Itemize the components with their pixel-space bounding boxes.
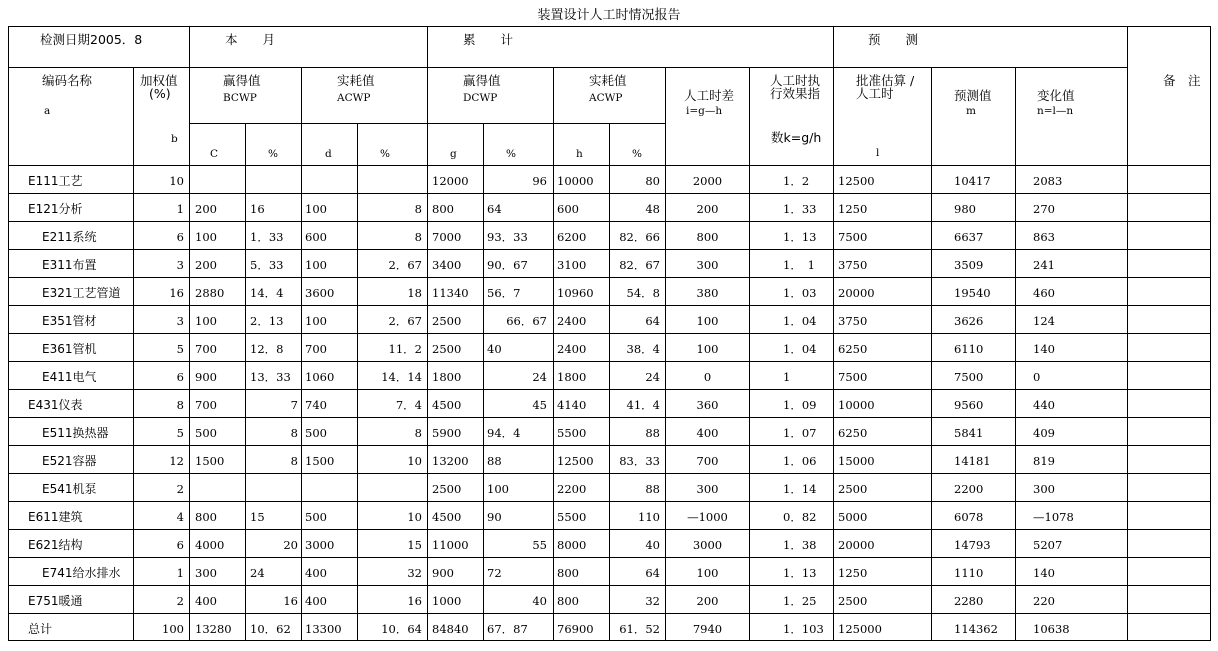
cell-hp: 110 [638,510,660,524]
cell-d: 100 [305,258,327,272]
cell-n: 5207 [1033,538,1063,552]
cell-hp: 64 [645,314,660,328]
cell-dp: 18 [407,286,422,300]
cell-l: 5000 [838,510,868,524]
cell-gp: 45 [532,398,547,412]
row-name: E211系统 [42,230,97,244]
cell-b: 10 [169,174,184,188]
cell-cp: 1．33 [250,230,284,244]
row-name: E741给水排水 [42,566,121,580]
cell-gp: 93．33 [487,230,528,244]
cell-dp: 10 [407,510,422,524]
cell-m: 6078 [954,510,984,524]
cell-d: 3000 [305,538,335,552]
cell-h: 4140 [557,398,587,412]
cell-d: 400 [305,594,327,608]
cell-hp: 80 [645,174,660,188]
labor-diff-header: 人工时差 [684,88,735,103]
cell-n: 140 [1033,342,1055,356]
cell-hp: 38．4 [626,342,660,356]
code-name-header: 编码名称 [42,73,93,88]
weight-header: 加权值 [140,73,178,88]
cell-m: 6110 [954,342,984,356]
cell-m: 19540 [954,286,991,300]
cell-dp: 7．4 [395,398,422,412]
cell-hp: 82．66 [619,230,660,244]
cell-k: 1．09 [783,398,817,412]
cell-h: 12500 [557,454,594,468]
approved-estimate-sub: l [876,147,880,159]
cell-k: 1．06 [783,454,817,468]
cell-gp: 66．67 [506,314,547,328]
cell-gp: 64 [487,202,502,216]
cell-n: 241 [1033,258,1055,272]
cell-m: 2280 [954,594,984,608]
cell-n: 409 [1033,426,1055,440]
cell-dp: 10．64 [381,622,422,636]
cell-dp: 8 [414,202,422,216]
cell-cp: 13．33 [250,370,291,384]
earned-bcwp-sub: BCWP [223,92,257,104]
cell-i: 800 [696,230,719,244]
cell-gp: 55 [532,538,547,552]
cell-d: 100 [305,202,327,216]
cell-b: 2 [176,594,184,608]
cell-hp: 61．52 [619,622,660,636]
cell-hp: 82．67 [619,258,660,272]
group-current-month: 本 月 [225,32,276,47]
cell-c: 400 [195,594,217,608]
cell-i: —1000 [687,510,728,524]
cell-h: 2400 [557,342,587,356]
cell-hp: 54．8 [626,286,660,300]
cell-i: 380 [696,286,719,300]
cell-cp: 15 [250,510,265,524]
change-header: 变化值 [1037,88,1075,103]
cell-k: 1．13 [783,230,817,244]
cell-i: 100 [696,566,719,580]
cell-h: 5500 [557,510,587,524]
cell-cp: 16 [250,202,265,216]
cell-gp: 40 [532,594,547,608]
cell-l: 20000 [838,538,875,552]
row-name: E751暖通 [28,594,83,608]
cell-dp: 14．14 [381,370,422,384]
cell-m: 3626 [954,314,984,328]
row-name: E311布置 [42,258,97,272]
cell-cp: 7 [290,398,298,412]
cell-n: 220 [1033,594,1055,608]
cell-g: 2500 [432,314,462,328]
cell-h: 1800 [557,370,587,384]
cell-m: 980 [954,202,976,216]
cell-cp: 24 [250,566,265,580]
cell-hp: 40 [645,538,660,552]
cell-l: 7500 [838,370,868,384]
remarks-header: 备 注 [1163,73,1201,88]
cell-d: 500 [305,510,327,524]
group-cumulative: 累 计 [463,32,514,47]
cell-c: 700 [195,342,217,356]
row-name: E431仪表 [28,398,83,412]
cell-hp: 32 [645,594,660,608]
row-name: E541机泵 [42,482,97,496]
forecast-sub: m [966,105,976,117]
cell-c: 4000 [195,538,225,552]
cell-b: 3 [176,314,184,328]
cell-k: 1．03 [783,286,817,300]
cell-m: 9560 [954,398,984,412]
cell-k: 1．38 [783,538,817,552]
cell-b: 12 [169,454,184,468]
cell-dp: 10 [407,454,422,468]
cell-b: 4 [176,510,184,524]
cell-g: 900 [432,566,454,580]
cell-l: 7500 [838,230,868,244]
sub-col-g-pct: % [506,148,516,160]
cell-n: 140 [1033,566,1055,580]
cell-b: 6 [176,230,184,244]
efficiency-header-2: 行效果指 [770,86,821,101]
cell-n: 10638 [1033,622,1070,636]
cell-k: 1．25 [783,594,817,608]
cell-dp: 2．67 [388,314,422,328]
cell-l: 3750 [838,258,868,272]
cell-hp: 88 [645,482,660,496]
cell-hp: 64 [645,566,660,580]
cell-h: 10960 [557,286,594,300]
cell-cp: 20 [283,538,298,552]
cell-i: 2000 [692,174,723,188]
cell-m: 114362 [954,622,998,636]
cell-d: 700 [305,342,327,356]
cell-i: 200 [696,594,719,608]
actual-acwp-header-2: 实耗值 [589,73,627,88]
cell-i: 7940 [692,622,723,636]
earned-dcwp-sub: DCWP [463,92,498,104]
cell-b: 1 [176,566,184,580]
cell-c: 300 [195,566,217,580]
cell-m: 1110 [954,566,984,580]
cell-k: 1．04 [783,314,817,328]
cell-dp: 2．67 [388,258,422,272]
cell-l: 12500 [838,174,875,188]
sub-col-d-pct: % [380,148,390,160]
cell-h: 76900 [557,622,594,636]
cell-g: 4500 [432,510,462,524]
cell-n: 460 [1033,286,1055,300]
cell-c: 200 [195,258,217,272]
cell-k: 0．82 [783,510,817,524]
cell-i: 3000 [692,538,723,552]
cell-g: 2500 [432,482,462,496]
cell-d: 1500 [305,454,335,468]
cell-dp: 8 [414,230,422,244]
row-name: E411电气 [42,370,97,384]
cell-dp: 8 [414,426,422,440]
cell-c: 1500 [195,454,225,468]
row-name: E521容器 [42,454,97,468]
row-name: E321工艺管道 [42,286,121,300]
cell-g: 11000 [432,538,469,552]
cell-h: 2200 [557,482,587,496]
cell-g: 800 [432,202,454,216]
cell-b: 5 [176,426,184,440]
cell-h: 600 [557,202,579,216]
cell-hp: 41．4 [626,398,660,412]
date-label: 检测日期2005．8 [40,32,143,47]
group-forecast: 预 测 [868,32,919,47]
cell-c: 13280 [195,622,232,636]
cell-b: 100 [162,622,184,636]
cell-gp: 96 [532,174,547,188]
cell-l: 1250 [838,202,868,216]
cell-d: 1060 [305,370,335,384]
cell-h: 5500 [557,426,587,440]
cell-n: 270 [1033,202,1055,216]
cell-b: 6 [176,538,184,552]
cell-c: 200 [195,202,217,216]
cell-k: 1．07 [783,426,817,440]
cell-m: 5841 [954,426,984,440]
sub-col-c-pct: % [268,148,278,160]
cell-d: 500 [305,426,327,440]
cell-m: 14181 [954,454,991,468]
efficiency-formula: 数k=g/h [771,130,822,145]
cell-i: 300 [696,482,719,496]
efficiency-header-1: 人工时执 [770,73,821,88]
cell-m: 10417 [954,174,991,188]
cell-gp: 56．7 [487,286,521,300]
cell-n: 2083 [1033,174,1063,188]
cell-h: 3100 [557,258,587,272]
row-name: E361管机 [42,342,97,356]
cell-c: 100 [195,230,217,244]
cell-gp: 72 [487,566,502,580]
cell-g: 3400 [432,258,462,272]
cell-l: 2500 [838,594,868,608]
approved-estimate-header-1: 批准估算 / [856,73,915,88]
cell-d: 400 [305,566,327,580]
cell-gp: 40 [487,342,502,356]
sub-col-d: d [325,148,332,160]
cell-g: 2500 [432,342,462,356]
cell-dp: 15 [407,538,422,552]
cell-g: 13200 [432,454,469,468]
cell-k: 1．13 [783,566,817,580]
sub-col-h-pct: % [632,148,642,160]
cell-l: 125000 [838,622,882,636]
cell-g: 5900 [432,426,462,440]
cell-n: 440 [1033,398,1055,412]
cell-cp: 2．13 [250,314,284,328]
approved-estimate-header-2: 人工时 [856,86,894,101]
cell-c: 800 [195,510,217,524]
code-name-sub: a [44,105,51,117]
cell-l: 2500 [838,482,868,496]
cell-gp: 100 [487,482,509,496]
cell-k: 1．33 [783,202,817,216]
cell-l: 20000 [838,286,875,300]
cell-d: 3600 [305,286,335,300]
cell-l: 3750 [838,314,868,328]
cell-d: 600 [305,230,327,244]
cell-l: 1250 [838,566,868,580]
earned-bcwp-header: 赢得值 [223,73,261,88]
cell-i: 360 [696,398,719,412]
cell-n: 819 [1033,454,1055,468]
cell-m: 3509 [954,258,984,272]
cell-n: 863 [1033,230,1055,244]
cell-l: 6250 [838,426,868,440]
weight-sub: b [171,133,178,145]
cell-d: 740 [305,398,327,412]
cell-l: 6250 [838,342,868,356]
row-name: E111工艺 [28,174,83,188]
cell-n: —1078 [1033,510,1074,524]
cell-gp: 94．4 [487,426,521,440]
cell-hp: 24 [645,370,660,384]
cell-d: 100 [305,314,327,328]
row-name: 总计 [28,622,53,636]
cell-i: 700 [696,454,719,468]
sub-col-h: h [576,148,583,160]
cell-b: 5 [176,342,184,356]
cell-g: 11340 [432,286,469,300]
cell-c: 700 [195,398,217,412]
sub-col-g: g [450,148,457,160]
cell-c: 100 [195,314,217,328]
cell-gp: 90．67 [487,258,528,272]
cell-g: 12000 [432,174,469,188]
change-formula: n=l—n [1037,105,1074,117]
cell-dp: 16 [407,594,422,608]
cell-n: 0 [1033,370,1041,384]
forecast-header: 预测值 [954,88,992,103]
cell-cp: 5．33 [250,258,284,272]
cell-g: 1800 [432,370,462,384]
sub-col-c: C [210,148,219,160]
row-name: E621结构 [28,538,83,552]
cell-k: 1．103 [783,622,824,636]
cell-l: 15000 [838,454,875,468]
cell-h: 10000 [557,174,594,188]
row-name: E511换热器 [42,426,109,440]
cell-b: 1 [176,202,184,216]
cell-b: 6 [176,370,184,384]
cell-c: 900 [195,370,217,384]
cell-cp: 8 [290,454,298,468]
cell-m: 6637 [954,230,984,244]
weight-header-pct: (%) [149,86,171,101]
cell-g: 4500 [432,398,462,412]
cell-b: 8 [176,398,184,412]
cell-n: 124 [1033,314,1055,328]
row-name: E611建筑 [28,510,83,524]
cell-h: 8000 [557,538,587,552]
cell-g: 1000 [432,594,462,608]
cell-m: 7500 [954,370,984,384]
cell-k: 1．2 [783,174,810,188]
cell-gp: 90 [487,510,502,524]
cell-b: 16 [169,286,184,300]
cell-gp: 67．87 [487,622,528,636]
cell-i: 0 [703,370,712,384]
cell-h: 800 [557,594,579,608]
cell-k: 1． 1 [783,258,815,272]
actual-acwp-header-1: 实耗值 [337,73,375,88]
cell-k: 1 [783,370,791,384]
report-title: 装置设计人工时情况报告 [537,8,681,23]
cell-dp: 11．2 [388,342,422,356]
cell-g: 84840 [432,622,469,636]
cell-n: 300 [1033,482,1055,496]
cell-cp: 10．62 [250,622,291,636]
cell-hp: 88 [645,426,660,440]
cell-b: 3 [176,258,184,272]
cell-i: 200 [696,202,719,216]
cell-dp: 32 [407,566,422,580]
cell-m: 14793 [954,538,991,552]
cell-hp: 83．33 [619,454,660,468]
actual-acwp-sub-2: ACWP [589,92,623,104]
cell-gp: 24 [532,370,547,384]
cell-c: 500 [195,426,217,440]
cell-g: 7000 [432,230,462,244]
cell-cp: 16 [283,594,298,608]
cell-cp: 8 [290,426,298,440]
row-name: E121分析 [28,202,83,216]
cell-k: 1．14 [783,482,817,496]
cell-h: 800 [557,566,579,580]
labor-diff-formula: i=g—h [686,105,723,117]
actual-acwp-sub-1: ACWP [337,92,371,104]
row-name: E351管材 [42,314,97,328]
cell-d: 13300 [305,622,342,636]
cell-cp: 14．4 [250,286,284,300]
cell-h: 2400 [557,314,587,328]
cell-i: 100 [696,342,719,356]
cell-i: 400 [696,426,719,440]
cell-l: 10000 [838,398,875,412]
cell-hp: 48 [645,202,660,216]
cell-c: 2880 [195,286,225,300]
cell-i: 100 [696,314,719,328]
earned-dcwp-header: 赢得值 [463,73,501,88]
cell-k: 1．04 [783,342,817,356]
cell-b: 2 [176,482,184,496]
cell-cp: 12．8 [250,342,284,356]
cell-h: 6200 [557,230,587,244]
cell-i: 300 [696,258,719,272]
cell-gp: 88 [487,454,502,468]
cell-m: 2200 [954,482,984,496]
